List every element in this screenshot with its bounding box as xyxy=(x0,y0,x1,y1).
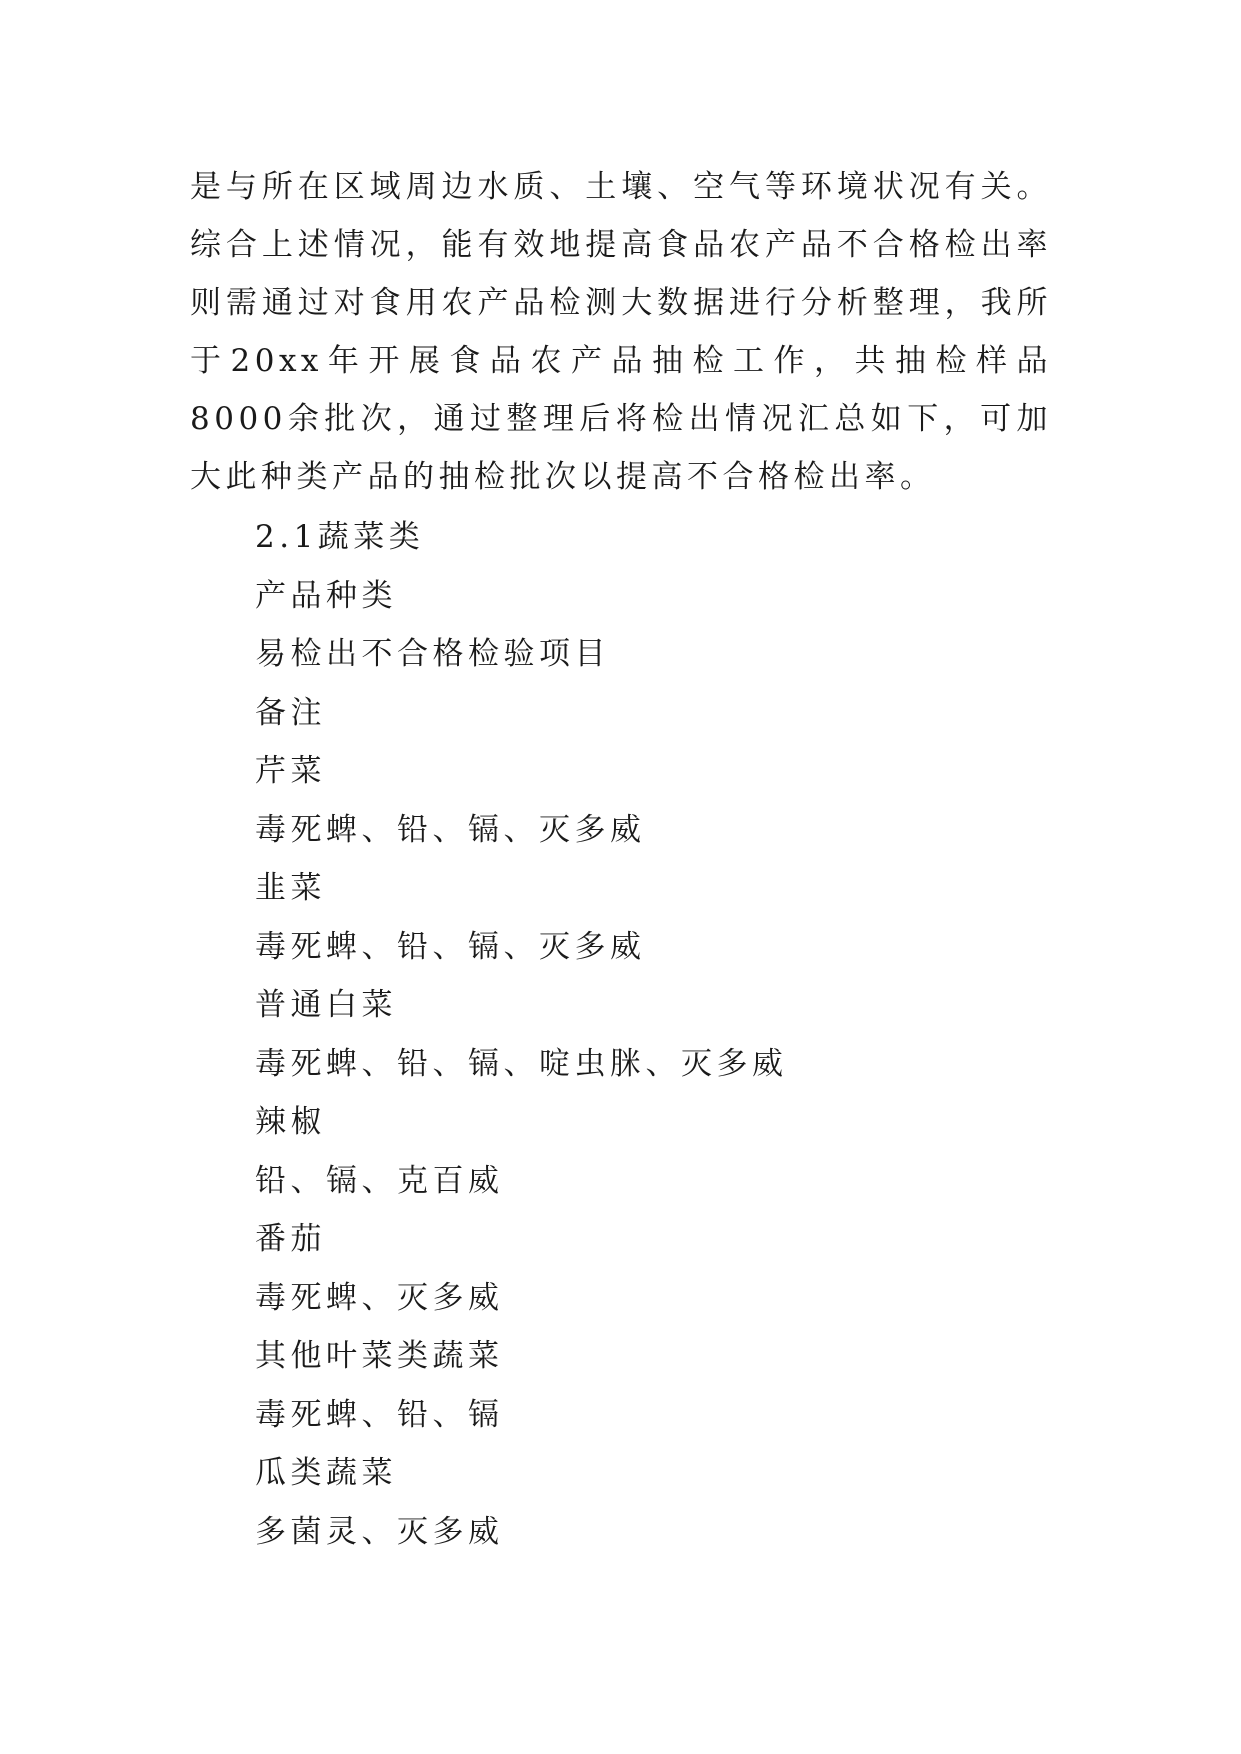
row-product: 普通白菜 xyxy=(255,987,397,1023)
header-failed-items: 易检出不合格检验项目 xyxy=(255,636,610,672)
body-paragraph: 是与所在区域周边水质、土壤、空气等环境状况有关。综合上述情况，能有效地提高食品农产品不合格检出率则需通过对食用农产品检测大数据进行分析整理，我所于20xx年开展食品农产品抽检工作，共抽检样品8000余批次，通过整理后将检出情况汇总如下，可加大此种类产品的抽检批次以提高不合格检出率。 xyxy=(190,169,1052,495)
header-remarks: 备注 xyxy=(255,694,326,731)
row-items: 毒死蜱、铅、镉、灭多威 xyxy=(255,811,646,848)
row-items: 多菌灵、灭多威 xyxy=(255,1513,504,1550)
header-product-type: 产品种类 xyxy=(255,577,397,614)
row-items: 毒死蜱、铅、镉、啶虫脒、灭多威 xyxy=(255,1045,788,1082)
row-items: 毒死蜱、铅、镉、灭多威 xyxy=(255,928,646,965)
row-product: 瓜类蔬菜 xyxy=(255,1455,397,1491)
row-product: 番茄 xyxy=(255,1221,326,1257)
row-items: 毒死蜱、灭多威 xyxy=(255,1279,504,1316)
row-product: 韭菜 xyxy=(255,870,326,906)
row-product: 辣椒 xyxy=(255,1104,326,1140)
row-product: 其他叶菜类蔬菜 xyxy=(255,1338,504,1374)
row-items: 铅、镉、克百威 xyxy=(255,1162,504,1199)
vegetable-list xyxy=(255,508,788,1561)
section-heading: 2.1蔬菜类 xyxy=(255,519,425,555)
row-product: 芹菜 xyxy=(255,753,326,789)
row-items: 毒死蜱、铅、镉 xyxy=(255,1396,504,1433)
